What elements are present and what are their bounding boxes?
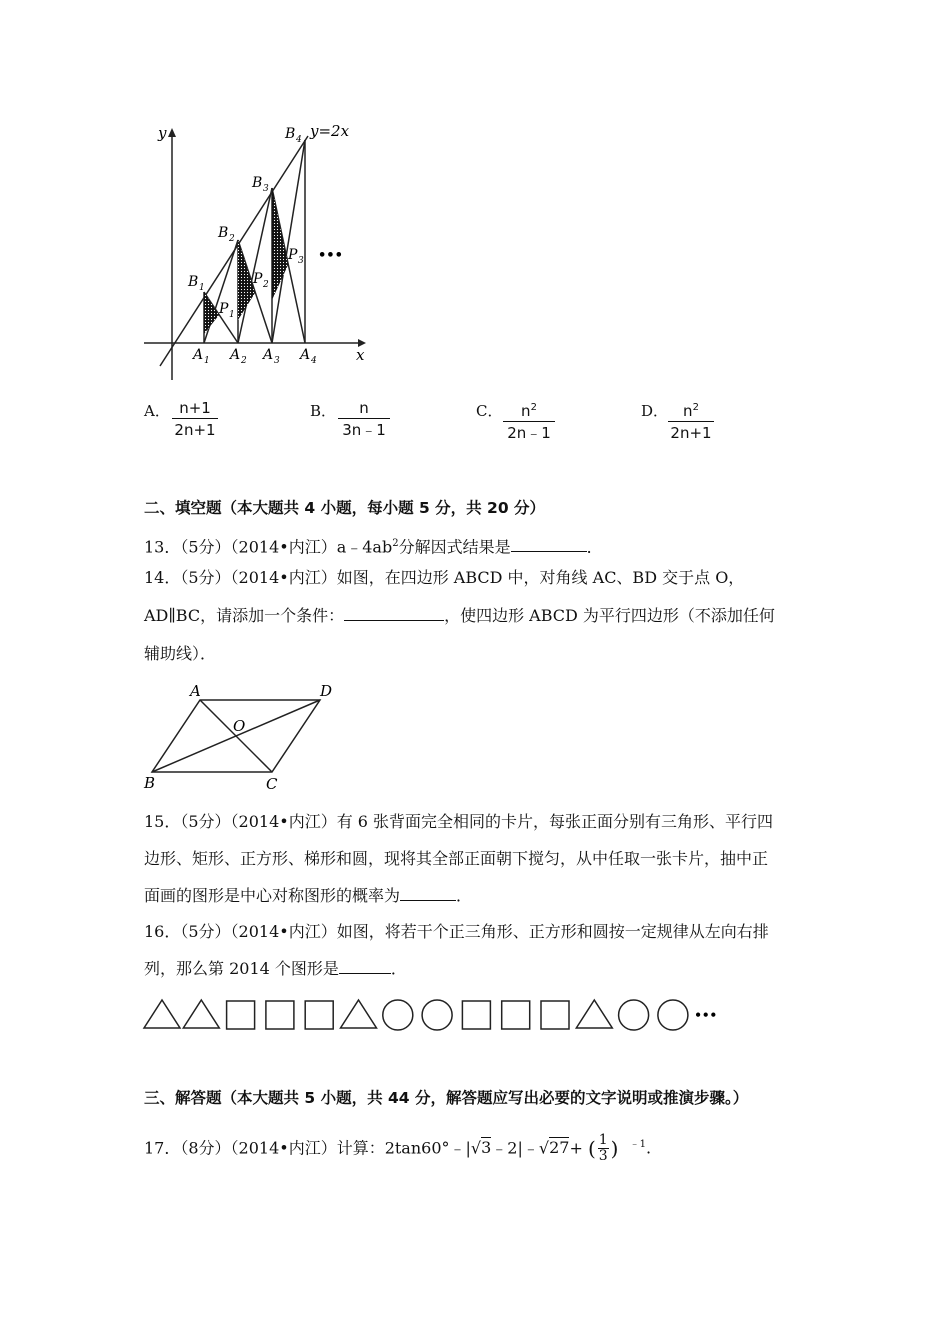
svg-text:3: 3 — [263, 184, 269, 194]
svg-text:1: 1 — [229, 310, 235, 320]
vertex-d: D — [320, 682, 333, 700]
square-shape — [227, 1001, 255, 1029]
option-c-label: C． — [476, 402, 503, 420]
svg-text:3: 3 — [274, 356, 280, 366]
shaded-triangle-3 — [272, 188, 288, 300]
svg-text:4: 4 — [296, 135, 302, 145]
vertex-a: A — [190, 682, 201, 700]
svg-text:2: 2 — [241, 356, 247, 366]
question-14-line-1: 14．（5分）（2014•内江）如图，在四边形 ABCD 中，对角线 AC、BD 交于点 O， — [144, 568, 745, 587]
svg-text:3: 3 — [298, 256, 304, 266]
square-shape — [462, 1001, 490, 1029]
question-13: 13．（5分）（2014•内江）$a﹣4ab^2$分解因式结果是 ． — [144, 537, 603, 557]
sqrt-symbol: √ — [538, 1138, 550, 1158]
square-shape — [502, 1001, 530, 1029]
option-a-fraction: $\frac{n+1}{2n+1}$ — [172, 398, 218, 441]
option-c-fraction: $\frac{n^2}{2n﹣1}$ — [503, 398, 555, 444]
label-a2: A — [230, 347, 241, 363]
option-a-label: A． — [144, 402, 170, 420]
label-p3: P — [288, 247, 298, 263]
circle-shape — [619, 1000, 649, 1030]
question-14-line-2: AD∥BC，请添加一个条件： ，使四边形 ABCD 为平行四边形（不添加任何 — [144, 606, 775, 625]
svg-text:1: 1 — [199, 283, 205, 293]
label-p2: P — [253, 271, 263, 287]
option-d-fraction: $\frac{n^2}{2n+1}$ — [668, 398, 714, 444]
shaded-triangle-1 — [204, 292, 219, 334]
triangle-shape — [144, 1000, 180, 1028]
label-a4: A — [300, 347, 311, 363]
question-17: 17．（8分）（2014•内江）计算：2tan60°﹣|√3﹣2|﹣√27+ ( $\frac{1}{3}$ ) $^{﹣1}$. — [144, 1132, 652, 1165]
circle-shape — [658, 1000, 688, 1030]
answer-blank-14[interactable] — [344, 604, 444, 621]
circle-shape — [383, 1000, 413, 1030]
label-b3: B — [252, 175, 263, 191]
label-a3: A — [263, 347, 274, 363]
svg-text:1: 1 — [204, 356, 210, 366]
figure-ellipsis: ••• — [318, 248, 343, 263]
label-a1: A — [193, 347, 204, 363]
question-15-line-2: 边形、矩形、正方形、梯形和圆，现将其全部正面朝下搅匀，从中任取一张卡片，抽中正 — [144, 849, 769, 868]
question-16-line-1: 16．（5分）（2014•内江）如图，将若干个正三角形、正方形和圆按一定规律从左向右排 — [144, 922, 769, 941]
option-d-label: D． — [641, 402, 669, 420]
circle-shape — [422, 1000, 452, 1030]
vertex-o: O — [233, 717, 246, 735]
fraction-one-third: $\frac{1}{3}$ — [598, 1132, 608, 1165]
label-p1: P — [219, 301, 229, 317]
question-16-line-2: 列，那么第 2014 个图形是 ． — [144, 959, 407, 978]
triangle-shape — [341, 1000, 377, 1028]
vertex-c: C — [266, 775, 278, 793]
question-15-line-1: 15．（5分）（2014•内江）有 6 张背面完全相同的卡片，每张正面分别有三角形、平行四 — [144, 812, 774, 831]
section-2-title: 二、填空题（本大题共 4 小题，每小题 5 分，共 20 分） — [144, 499, 546, 517]
triangle-shape — [183, 1000, 219, 1028]
question-14-line-3: 辅助线）． — [144, 644, 217, 663]
square-shape — [266, 1001, 294, 1029]
square-shape — [541, 1001, 569, 1029]
line-label: y=2x — [310, 122, 350, 140]
vertex-b: B — [144, 774, 156, 792]
answer-blank-15[interactable] — [400, 884, 456, 901]
svg-text:2: 2 — [263, 280, 269, 290]
label-b4: B — [285, 126, 296, 142]
question-15-line-3: 面画的图形是中心对称图形的概率为 ． — [144, 886, 473, 905]
axis-y-label: y — [158, 124, 167, 142]
sqrt-symbol: √ — [470, 1138, 482, 1158]
label-b1: B — [188, 274, 199, 290]
option-b-fraction: $\frac{n}{3n﹣1}$ — [338, 398, 390, 441]
label-b2: B — [218, 225, 229, 241]
svg-text:4: 4 — [311, 356, 317, 366]
figure-graph — [140, 118, 380, 386]
axis-x-label: x — [356, 346, 365, 364]
shape-sequence — [140, 995, 720, 1035]
square-shape — [305, 1001, 333, 1029]
section-3-title: 三、解答题（本大题共 5 小题，共 44 分，解答题应写出必要的文字说明或推演步骤。） — [144, 1089, 749, 1107]
answer-blank-16[interactable] — [339, 957, 391, 974]
answer-blank-13[interactable] — [511, 535, 587, 552]
svg-text:2: 2 — [229, 234, 235, 244]
option-b-label: B． — [310, 402, 337, 420]
figure-parallelogram — [140, 680, 340, 795]
sequence-ellipsis: ••• — [694, 1008, 718, 1022]
triangle-shape — [576, 1000, 612, 1028]
